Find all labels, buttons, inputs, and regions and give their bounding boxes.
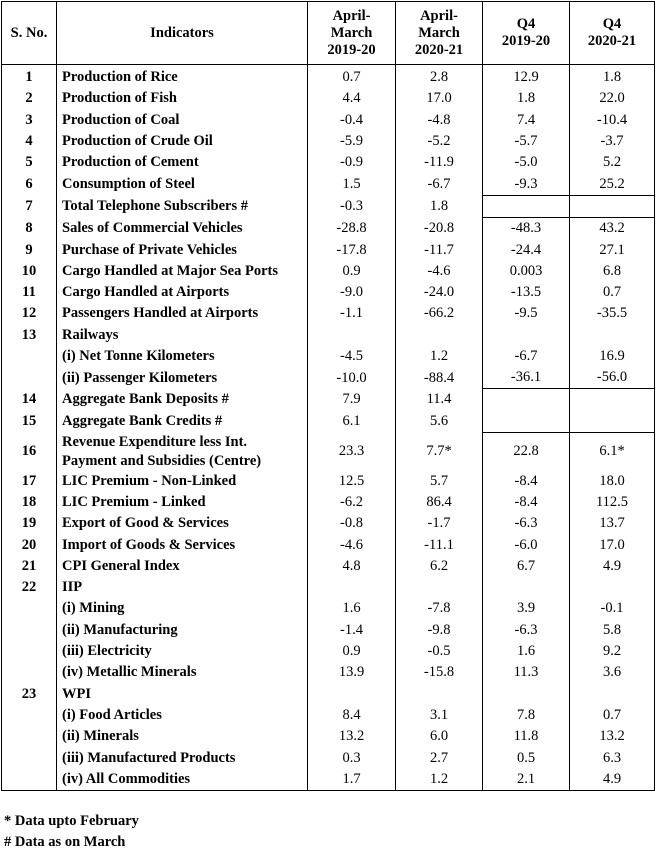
indicator-text: Production of Rice xyxy=(62,69,178,86)
indicator-text: WPI xyxy=(62,685,91,702)
indicator-text: Purchase of Private Vehicles xyxy=(62,241,237,258)
cell-value-col2: 17.0 xyxy=(396,88,483,109)
table-row xyxy=(2,173,655,195)
cell-sno: 2 xyxy=(2,88,57,109)
cell-value-col3: 1.8 xyxy=(483,88,570,109)
cell-sno: 11 xyxy=(2,282,57,303)
cell-value-col3: -36.1 xyxy=(483,367,570,389)
cell-indicator xyxy=(57,152,308,173)
cell-value-col4: 17.0 xyxy=(570,534,655,555)
table-row xyxy=(2,195,655,217)
cell-indicator xyxy=(57,684,308,705)
indicator-text: Cargo Handled at Airports xyxy=(62,284,230,301)
cell-sno: 10 xyxy=(2,261,57,282)
cell-value-col4: 5.2 xyxy=(570,152,655,173)
footnotes xyxy=(4,811,139,853)
indicator-text: Production of Crude Oil xyxy=(62,133,213,150)
cell-indicator xyxy=(57,620,308,641)
cell-value-col1: -4.6 xyxy=(308,534,396,555)
cell-value-col3: 2.1 xyxy=(483,769,570,791)
cell-value-col2: 86.4 xyxy=(396,492,483,513)
indicator-text: Cargo Handled at Major Sea Ports xyxy=(62,262,278,279)
cell-value-col1: 8.4 xyxy=(308,705,396,726)
cell-value-col3: -6.3 xyxy=(483,513,570,534)
table-row xyxy=(2,556,655,577)
cell-value-col1: -0.9 xyxy=(308,152,396,173)
header-col3 xyxy=(483,2,570,65)
table-row xyxy=(2,492,655,513)
table-row xyxy=(2,239,655,260)
cell-sno: 5 xyxy=(2,152,57,173)
cell-value-col4: 25.2 xyxy=(570,173,655,195)
cell-value-col1 xyxy=(308,577,396,598)
table-row xyxy=(2,346,655,367)
table-row xyxy=(2,88,655,109)
table-row xyxy=(2,577,655,598)
cell-value-col3: 7.8 xyxy=(483,705,570,726)
cell-value-col4: 27.1 xyxy=(570,239,655,260)
header-indicators: Indicators xyxy=(57,2,308,65)
cell-sno: 13 xyxy=(2,325,57,346)
cell-value-col4: 22.0 xyxy=(570,88,655,109)
cell-value-col2: -88.4 xyxy=(396,367,483,389)
cell-value-col4 xyxy=(570,411,655,433)
indicator-text: (i) Food Articles xyxy=(62,706,162,723)
cell-value-col1: 1.6 xyxy=(308,598,396,619)
cell-indicator xyxy=(57,556,308,577)
cell-value-col3: -6.0 xyxy=(483,534,570,555)
cell-value-col3: -5.7 xyxy=(483,131,570,152)
cell-sno: 4 xyxy=(2,131,57,152)
cell-value-col4 xyxy=(570,577,655,598)
cell-sno xyxy=(2,641,57,662)
header-col2-line: 2020-21 xyxy=(414,41,464,58)
cell-value-col3: -8.4 xyxy=(483,492,570,513)
indicator-text: (ii) Minerals xyxy=(62,728,139,745)
cell-value-col1: -10.0 xyxy=(308,367,396,389)
header-col1-line: April- xyxy=(332,7,371,24)
cell-value-col1 xyxy=(308,684,396,705)
cell-value-col2 xyxy=(396,684,483,705)
cell-value-col1: -4.5 xyxy=(308,346,396,367)
table-row xyxy=(2,471,655,492)
indicator-text: Import of Goods & Services xyxy=(62,536,236,553)
table-row xyxy=(2,662,655,683)
cell-indicator xyxy=(57,662,308,683)
table-row xyxy=(2,433,655,471)
cell-value-col1: 13.2 xyxy=(308,726,396,747)
cell-value-col1: 13.9 xyxy=(308,662,396,683)
cell-sno xyxy=(2,620,57,641)
cell-value-col3: 6.7 xyxy=(483,556,570,577)
table-row xyxy=(2,684,655,705)
indicator-text: Aggregate Bank Deposits # xyxy=(62,391,229,408)
table-row xyxy=(2,65,655,89)
cell-value-col3: 11.3 xyxy=(483,662,570,683)
cell-value-col1: 4.8 xyxy=(308,556,396,577)
cell-indicator xyxy=(57,173,308,195)
cell-value-col1: 1.5 xyxy=(308,173,396,195)
cell-indicator xyxy=(57,513,308,534)
indicator-text: (iv) All Commodities xyxy=(62,770,191,787)
cell-sno: 21 xyxy=(2,556,57,577)
cell-value-col3: 0.003 xyxy=(483,261,570,282)
cell-indicator xyxy=(57,195,308,217)
cell-value-col1 xyxy=(308,325,396,346)
indicator-text: (ii) Manufacturing xyxy=(62,621,178,638)
cell-value-col4 xyxy=(570,684,655,705)
indicator-text: (iii) Manufactured Products xyxy=(62,749,236,766)
table-row xyxy=(2,131,655,152)
indicator-text: Total Telephone Subscribers # xyxy=(62,197,248,214)
cell-value-col4: 43.2 xyxy=(570,218,655,240)
cell-sno: 6 xyxy=(2,173,57,195)
indicator-text: Export of Good & Services xyxy=(62,515,229,532)
table-row xyxy=(2,303,655,324)
cell-indicator xyxy=(57,88,308,109)
cell-indicator xyxy=(57,747,308,768)
cell-value-col4: 3.6 xyxy=(570,662,655,683)
cell-value-col3 xyxy=(483,411,570,433)
cell-indicator xyxy=(57,65,308,89)
cell-value-col4: 4.9 xyxy=(570,769,655,791)
cell-sno xyxy=(2,769,57,791)
cell-value-col3: -6.3 xyxy=(483,620,570,641)
cell-sno xyxy=(2,346,57,367)
cell-value-col3: 7.4 xyxy=(483,110,570,131)
indicator-text: (iv) Metallic Minerals xyxy=(62,664,197,681)
cell-indicator xyxy=(57,261,308,282)
cell-indicator xyxy=(57,433,308,471)
indicator-text: Consumption of Steel xyxy=(62,175,195,192)
cell-indicator xyxy=(57,577,308,598)
cell-value-col3: 12.9 xyxy=(483,65,570,89)
cell-sno: 23 xyxy=(2,684,57,705)
cell-value-col4 xyxy=(570,325,655,346)
cell-value-col1: -1.1 xyxy=(308,303,396,324)
cell-sno xyxy=(2,662,57,683)
cell-value-col4: 9.2 xyxy=(570,641,655,662)
cell-value-col2: 2.8 xyxy=(396,65,483,89)
cell-sno xyxy=(2,705,57,726)
table-row xyxy=(2,747,655,768)
cell-value-col1: -0.4 xyxy=(308,110,396,131)
cell-value-col2: 6.0 xyxy=(396,726,483,747)
cell-value-col4 xyxy=(570,389,655,411)
cell-value-col2: -20.8 xyxy=(396,218,483,240)
indicator-text: Production of Cement xyxy=(62,154,199,171)
indicator-text: (i) Mining xyxy=(62,600,125,617)
cell-indicator xyxy=(57,239,308,260)
table-row xyxy=(2,769,655,791)
cell-indicator xyxy=(57,346,308,367)
cell-value-col4: 1.8 xyxy=(570,65,655,89)
indicator-text: (ii) Passenger Kilometers xyxy=(62,369,218,386)
cell-value-col3: -24.4 xyxy=(483,239,570,260)
cell-value-col4: -35.5 xyxy=(570,303,655,324)
cell-value-col3 xyxy=(483,389,570,411)
header-col1 xyxy=(308,2,396,65)
header-col2-line: March xyxy=(418,24,460,41)
cell-value-col2: -15.8 xyxy=(396,662,483,683)
cell-value-col3: 0.5 xyxy=(483,747,570,768)
cell-value-col4: 4.9 xyxy=(570,556,655,577)
cell-value-col2: -11.9 xyxy=(396,152,483,173)
header-col1-line: 2019-20 xyxy=(327,41,376,58)
cell-value-col3: -9.3 xyxy=(483,173,570,195)
indicators-table xyxy=(1,1,655,791)
indicator-text: Production of Coal xyxy=(62,111,180,128)
cell-indicator xyxy=(57,218,308,240)
cell-value-col4: 6.8 xyxy=(570,261,655,282)
cell-value-col3: -6.7 xyxy=(483,346,570,367)
cell-value-col1: -0.3 xyxy=(308,195,396,217)
table-row xyxy=(2,726,655,747)
cell-sno: 8 xyxy=(2,218,57,240)
cell-sno xyxy=(2,747,57,768)
cell-value-col4: 6.1* xyxy=(570,433,655,471)
header-col3-line: Q4 xyxy=(516,16,536,32)
cell-sno: 16 xyxy=(2,433,57,471)
header-col4 xyxy=(570,2,655,65)
header-col1-line: March xyxy=(330,24,373,41)
cell-value-col4: -10.4 xyxy=(570,110,655,131)
footnote-asterisk: * Data upto February xyxy=(4,813,139,829)
cell-value-col2: -11.7 xyxy=(396,239,483,260)
cell-sno: 20 xyxy=(2,534,57,555)
cell-value-col2: -4.6 xyxy=(396,261,483,282)
cell-value-col2: -0.5 xyxy=(396,641,483,662)
indicator-text: Revenue Expenditure less Int. xyxy=(62,433,248,450)
cell-value-col3 xyxy=(483,577,570,598)
cell-sno: 14 xyxy=(2,389,57,411)
cell-value-col4: 112.5 xyxy=(570,492,655,513)
cell-sno xyxy=(2,726,57,747)
table-row xyxy=(2,534,655,555)
indicator-text: Payment and Subsidies (Centre) xyxy=(62,452,262,469)
table-body xyxy=(2,65,655,791)
cell-value-col3 xyxy=(483,195,570,217)
cell-value-col3: -9.5 xyxy=(483,303,570,324)
cell-value-col4: 13.2 xyxy=(570,726,655,747)
cell-sno: 17 xyxy=(2,471,57,492)
indicator-text: (i) Net Tonne Kilometers xyxy=(62,348,215,364)
cell-value-col1: 7.9 xyxy=(308,389,396,411)
cell-value-col1: -17.8 xyxy=(308,239,396,260)
cell-value-col4: -56.0 xyxy=(570,367,655,389)
cell-value-col1: 12.5 xyxy=(308,471,396,492)
indicator-text: Aggregate Bank Credits # xyxy=(62,413,223,430)
table-row xyxy=(2,218,655,240)
table-row xyxy=(2,282,655,303)
cell-value-col2: -5.2 xyxy=(396,131,483,152)
cell-value-col2: -4.8 xyxy=(396,110,483,131)
cell-value-col4: 6.3 xyxy=(570,747,655,768)
header-col2-line: April- xyxy=(420,7,458,24)
cell-value-col1: 1.7 xyxy=(308,769,396,791)
cell-value-col1: -0.8 xyxy=(308,513,396,534)
cell-value-col3: 1.6 xyxy=(483,641,570,662)
cell-value-col2 xyxy=(396,325,483,346)
cell-value-col2: 6.2 xyxy=(396,556,483,577)
cell-value-col2: 11.4 xyxy=(396,389,483,411)
cell-sno xyxy=(2,367,57,389)
cell-indicator xyxy=(57,110,308,131)
cell-value-col4: -0.1 xyxy=(570,598,655,619)
table-row xyxy=(2,620,655,641)
indicator-text: LIC Premium - Non-Linked xyxy=(62,472,237,489)
table-row xyxy=(2,367,655,389)
table-row xyxy=(2,705,655,726)
cell-value-col1: -1.4 xyxy=(308,620,396,641)
cell-value-col4: -3.7 xyxy=(570,131,655,152)
cell-value-col2: -6.7 xyxy=(396,173,483,195)
cell-value-col2 xyxy=(396,577,483,598)
cell-indicator xyxy=(57,598,308,619)
cell-sno: 22 xyxy=(2,577,57,598)
cell-value-col2: -1.7 xyxy=(396,513,483,534)
cell-indicator xyxy=(57,705,308,726)
header-col3-line: 2019-20 xyxy=(501,33,551,49)
cell-value-col2: -7.8 xyxy=(396,598,483,619)
cell-sno: 7 xyxy=(2,195,57,217)
cell-value-col4: 0.7 xyxy=(570,705,655,726)
cell-indicator xyxy=(57,641,308,662)
cell-indicator xyxy=(57,131,308,152)
cell-value-col2: -9.8 xyxy=(396,620,483,641)
cell-value-col1: 0.7 xyxy=(308,65,396,89)
cell-sno: 18 xyxy=(2,492,57,513)
header-col2 xyxy=(396,2,483,65)
cell-indicator xyxy=(57,389,308,411)
cell-value-col3: 11.8 xyxy=(483,726,570,747)
table-header xyxy=(2,2,655,65)
cell-value-col1: 23.3 xyxy=(308,433,396,471)
cell-indicator xyxy=(57,471,308,492)
indicator-text: LIC Premium - Linked xyxy=(62,493,206,510)
cell-value-col4: 0.7 xyxy=(570,282,655,303)
cell-sno: 15 xyxy=(2,411,57,433)
cell-value-col2: 5.6 xyxy=(396,411,483,433)
header-col4-line: Q4 xyxy=(602,16,622,32)
indicator-text: IIP xyxy=(62,579,83,596)
indicator-text: (iii) Electricity xyxy=(62,643,152,660)
cell-value-col4: 18.0 xyxy=(570,471,655,492)
cell-indicator xyxy=(57,769,308,791)
cell-value-col3: -48.3 xyxy=(483,218,570,240)
cell-indicator xyxy=(57,411,308,433)
indicator-text: CPI General Index xyxy=(62,557,180,574)
table-row xyxy=(2,513,655,534)
cell-value-col1: -6.2 xyxy=(308,492,396,513)
cell-value-col3: 22.8 xyxy=(483,433,570,471)
indicator-text: Railways xyxy=(62,326,119,343)
cell-value-col1: 0.9 xyxy=(308,261,396,282)
cell-value-col4 xyxy=(570,195,655,217)
header-sno: S. No. xyxy=(2,2,57,65)
cell-value-col3: -8.4 xyxy=(483,471,570,492)
cell-indicator xyxy=(57,534,308,555)
cell-indicator xyxy=(57,367,308,389)
cell-value-col2: 2.7 xyxy=(396,747,483,768)
table-row xyxy=(2,598,655,619)
table-row xyxy=(2,389,655,411)
indicator-text: Sales of Commercial Vehicles xyxy=(62,219,243,236)
cell-value-col2: 3.1 xyxy=(396,705,483,726)
table-row xyxy=(2,261,655,282)
cell-indicator xyxy=(57,282,308,303)
cell-value-col4: 16.9 xyxy=(570,346,655,367)
indicator-text: Production of Fish xyxy=(62,90,177,107)
table-row xyxy=(2,411,655,433)
cell-value-col1: 4.4 xyxy=(308,88,396,109)
cell-value-col1: 6.1 xyxy=(308,411,396,433)
cell-value-col2: 7.7* xyxy=(396,433,483,471)
cell-indicator xyxy=(57,492,308,513)
cell-sno xyxy=(2,598,57,619)
cell-sno: 12 xyxy=(2,303,57,324)
cell-value-col4: 13.7 xyxy=(570,513,655,534)
cell-value-col1: -5.9 xyxy=(308,131,396,152)
cell-indicator xyxy=(57,325,308,346)
cell-value-col2: -66.2 xyxy=(396,303,483,324)
cell-sno: 1 xyxy=(2,65,57,89)
cell-value-col2: 5.7 xyxy=(396,471,483,492)
cell-value-col2: 1.2 xyxy=(396,769,483,791)
cell-value-col3 xyxy=(483,684,570,705)
cell-value-col1: 0.9 xyxy=(308,641,396,662)
cell-value-col2: 1.2 xyxy=(396,346,483,367)
table-row xyxy=(2,110,655,131)
table-row xyxy=(2,152,655,173)
footnote-hash: # Data as on March xyxy=(4,834,126,850)
cell-indicator xyxy=(57,303,308,324)
cell-value-col1: 0.3 xyxy=(308,747,396,768)
cell-value-col3 xyxy=(483,325,570,346)
header-col4-line: 2020-21 xyxy=(587,33,637,49)
cell-value-col4: 5.8 xyxy=(570,620,655,641)
cell-value-col3: -13.5 xyxy=(483,282,570,303)
cell-value-col1: -28.8 xyxy=(308,218,396,240)
cell-value-col1: -9.0 xyxy=(308,282,396,303)
cell-sno: 19 xyxy=(2,513,57,534)
cell-sno: 3 xyxy=(2,110,57,131)
cell-value-col2: 1.8 xyxy=(396,195,483,217)
cell-indicator xyxy=(57,726,308,747)
cell-value-col3: 3.9 xyxy=(483,598,570,619)
cell-value-col3: -5.0 xyxy=(483,152,570,173)
table-row xyxy=(2,641,655,662)
cell-value-col2: -24.0 xyxy=(396,282,483,303)
cell-sno: 9 xyxy=(2,239,57,260)
cell-value-col2: -11.1 xyxy=(396,534,483,555)
indicator-text: Passengers Handled at Airports xyxy=(62,305,259,322)
table-row xyxy=(2,325,655,346)
